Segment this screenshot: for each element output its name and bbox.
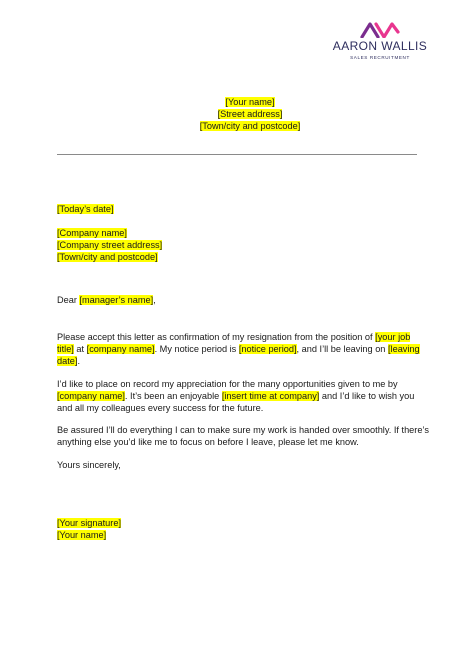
paragraph-handover: Be assured I’ll do everything I can to make sure my work is handed over smoothly. If there’s anything else you’d like me to focus on before I leave, please let me know. (57, 425, 429, 448)
job-title-placeholder: [your job (375, 332, 411, 342)
date-line (57, 203, 417, 215)
date-placeholder: [Today’s date] (57, 204, 114, 214)
paragraph-appreciation: I’d like to place on record my appreciation for the many opportunities given to me by [company name]. It’s been an enjoyable [insert time at company] and I’d like to wish you and all my colleagues every success for the future. (57, 379, 415, 414)
company-name-inline-placeholder-2: [company name] (57, 391, 125, 402)
signature-placeholder: [Your signature] (57, 518, 122, 528)
logo-brand-text: AARON WALLIS (332, 39, 428, 53)
sender-town-placeholder: [Town/city and postcode] (199, 121, 301, 131)
sender-street-placeholder: [Street address] (217, 109, 283, 119)
company-name-placeholder: [Company name] (57, 228, 127, 238)
time-at-company-placeholder: [insert time at company] (221, 391, 320, 402)
company-name-inline-placeholder: [company name] (86, 344, 155, 355)
company-town-placeholder: [Town/city and postcode] (57, 252, 158, 263)
company-logo (330, 22, 430, 66)
sender-name-placeholder: [Your name] (225, 97, 275, 107)
recipient-address-block (57, 227, 417, 264)
notice-period-placeholder: [notice period] (238, 344, 297, 355)
sender-address-block (100, 96, 400, 132)
logo-tagline: SALES RECRUITMENT (350, 55, 410, 60)
leaving-date-placeholder: [leaving (387, 344, 420, 355)
manager-name-placeholder: [manager’s name] (79, 295, 154, 305)
company-street-placeholder: [Company street address] (57, 240, 163, 251)
logo-mark-icon (360, 22, 400, 38)
signature-block (57, 517, 417, 541)
header-divider (57, 154, 417, 155)
signer-name-placeholder: [Your name] (57, 530, 107, 541)
salutation: Dear [manager’s name], (57, 295, 156, 305)
closing: Yours sincerely, (57, 460, 121, 470)
paragraph-resignation: Please accept this letter as confirmation of my resignation from the position of [your job title] at [company name]. My notice period is [notice period], and I’ll be leaving on [leaving date]. (57, 332, 420, 367)
